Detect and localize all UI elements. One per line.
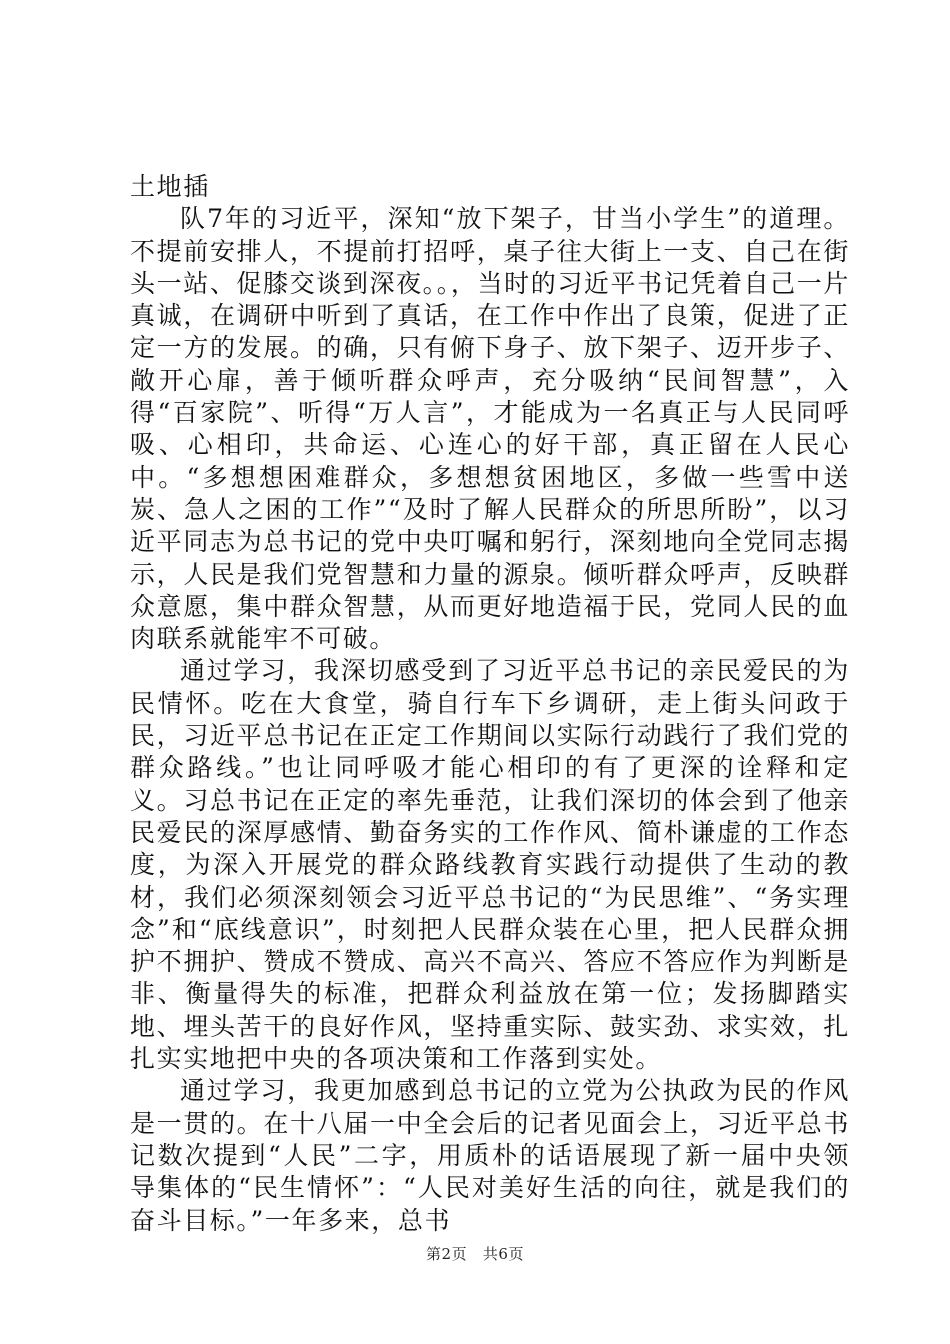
- page-number: 第2页: [426, 1245, 468, 1263]
- paragraph-serving-people: 通过学习，我更加感到总书记的立党为公执政为民的作风是一贯的。在十八届一中全会后的记者见面会上，习近平总书记数次提到“人民”二字，用质朴的话语展现了新一届中央领导集体的“民生情怀”：“人民对美好生活的向往，就是我们的奋斗目标。”一年多来，总书: [130, 1076, 850, 1235]
- paragraph-listening-to-people: 队7年的习近平，深知“放下架子，甘当小学生”的道理。不提前安排人，不提前打招呼，桌子往大街上一支、自己在街头一站、促膝交谈到深夜。。，当时的习近平书记凭着自己一片真诚，在调研中听到了真话，在工作中作出了良策，促进了正定一方的发展。的确，只有俯下身子、放下架子、迈开步子、敞开心扉，善于倾听群众呼声，充分吸纳“民间智慧”，入得“百家院”、听得“万人言”，才能成为一名真正与人民同呼吸、心相印，共命运、心连心的好干部，真正留在人民心中。“多想想困难群众，多想想贫困地区，多做一些雪中送炭、急人之困的工作”“及时了解人民群众的所思所盼”，以习近平同志为总书记的党中央叮嘱和躬行，深刻地向全党同志揭示，人民是我们党智慧和力量的源泉。倾听群众呼声，反映群众意愿，集中群众智慧，从而更好地造福于民，党同人民的血肉联系就能牢不可破。: [130, 204, 850, 654]
- page-gap: [472, 1244, 477, 1264]
- page-footer: [0, 1244, 950, 1264]
- paragraph-love-for-people: 通过学习，我深切感受到了习近平总书记的亲民爱民的为民情怀。吃在大食堂，骑自行车下乡调研，走上街头问政于民，习近平总书记在正定工作期间以实际行动践行了我们党的群众路线。”也让同呼吸才能心相印的有了更深的诠释和定义。习总书记在正定的率先垂范，让我们深切的体会到了他亲民爱民的深厚感情、勤奋务实的工作作风、简朴谦虚的工作态度，为深入开展党的群众路线教育实践行动提供了生动的教材，我们必须深刻领会习近平总书记的“为民思维”、“务实理念”和“底线意识”，时刻把人民群众装在心里，把人民群众拥护不拥护、赞成不赞成、高兴不高兴、答应不答应作为判断是非、衡量得失的标准，把群众利益放在第一位；发扬脚踏实地、埋头苦干的良好作风，坚持重实际、鼓实劲、求实效，扎扎实实地把中央的各项决策和工作落到实处。: [130, 656, 850, 1074]
- document-body: [130, 171, 850, 1237]
- page-total: 共6页: [482, 1245, 524, 1263]
- paragraph-continuation: 土地插: [130, 172, 210, 201]
